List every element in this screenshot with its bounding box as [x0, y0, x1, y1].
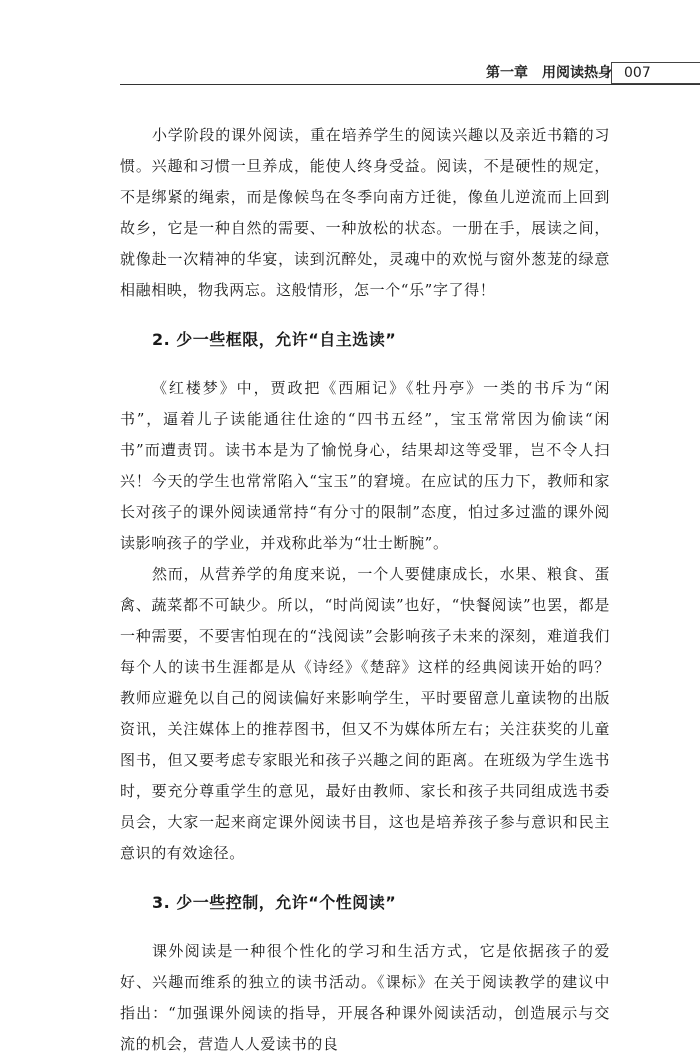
- section-heading-3: 3. 少一些控制，允许“个性阅读”: [152, 893, 397, 912]
- header-rule: [120, 84, 700, 85]
- paragraph-1: 小学阶段的课外阅读，重在培养学生的阅读兴趣以及亲近书籍的习惯。兴趣和习惯一旦养成，能使人终身受益。阅读，不是硬性的规定，不是绑紧的绳索，而是像候鸟在冬季向南方迁徙，像鱼儿逆流而上回到故乡，它是一种自然的需要、一种放松的状态。一册在手，展读之间，就像赴一次精神的华宴，读到沉醉处，灵魂中的欢悦与窗外葱茏的绿意相融相映，物我两忘。这般情形，怎一个“乐”字了得！: [120, 126, 610, 299]
- page-number: 007: [611, 62, 700, 84]
- paragraph-2: 《红楼梦》中，贾政把《西厢记》《牡丹亭》一类的书斥为“闲书”，逼着儿子读能通往仕途的“四书五经”，宝玉常常因为偷读“闲书”而遭责罚。读书本是为了愉悦身心，结果却这等受罪，岂不令人扫兴！今天的学生也常常陷入“宝玉”的窘境。在应试的压力下，教师和家长对孩子的课外阅读通常持“有分寸的限制”态度，怕过多过滥的课外阅读影响孩子的学业，并戏称此举为“壮士断腕”。: [120, 379, 610, 552]
- section-heading-2: 2. 少一些框限，允许“自主选读”: [152, 330, 397, 349]
- page-body: [120, 120, 610, 1060]
- running-header: [120, 62, 700, 84]
- paragraph-4: 课外阅读是一种很个性化的学习和生活方式，它是依据孩子的爱好、兴趣而维系的独立的读书活动。《课标》在关于阅读教学的建议中指出：“加强课外阅读的指导，开展各种课外阅读活动，创造展示与交流的机会，营造人人爱读书的良: [120, 942, 610, 1053]
- chapter-title: 第一章 用阅读热身: [486, 65, 612, 81]
- paragraph-3: 然而，从营养学的角度来说，一个人要健康成长，水果、粮食、蛋禽、蔬菜都不可缺少。所以，“时尚阅读”也好，“快餐阅读”也罢，都是一种需要，不要害怕现在的“浅阅读”会影响孩子未来的深刻，难道我们每个人的读书生涯都是从《诗经》《楚辞》这样的经典阅读开始的吗？教师应避免以自己的阅读偏好来影响学生，平时要留意儿童读物的出版资讯，关注媒体上的推荐图书，但又不为媒体所左右；关注获奖的儿童图书，但又要考虑专家眼光和孩子兴趣之间的距离。在班级为学生选书时，要充分尊重学生的意见，最好由教师、家长和孩子共同组成选书委员会，大家一起来商定课外阅读书目，这也是培养孩子参与意识和民主意识的有效途径。: [120, 565, 610, 862]
